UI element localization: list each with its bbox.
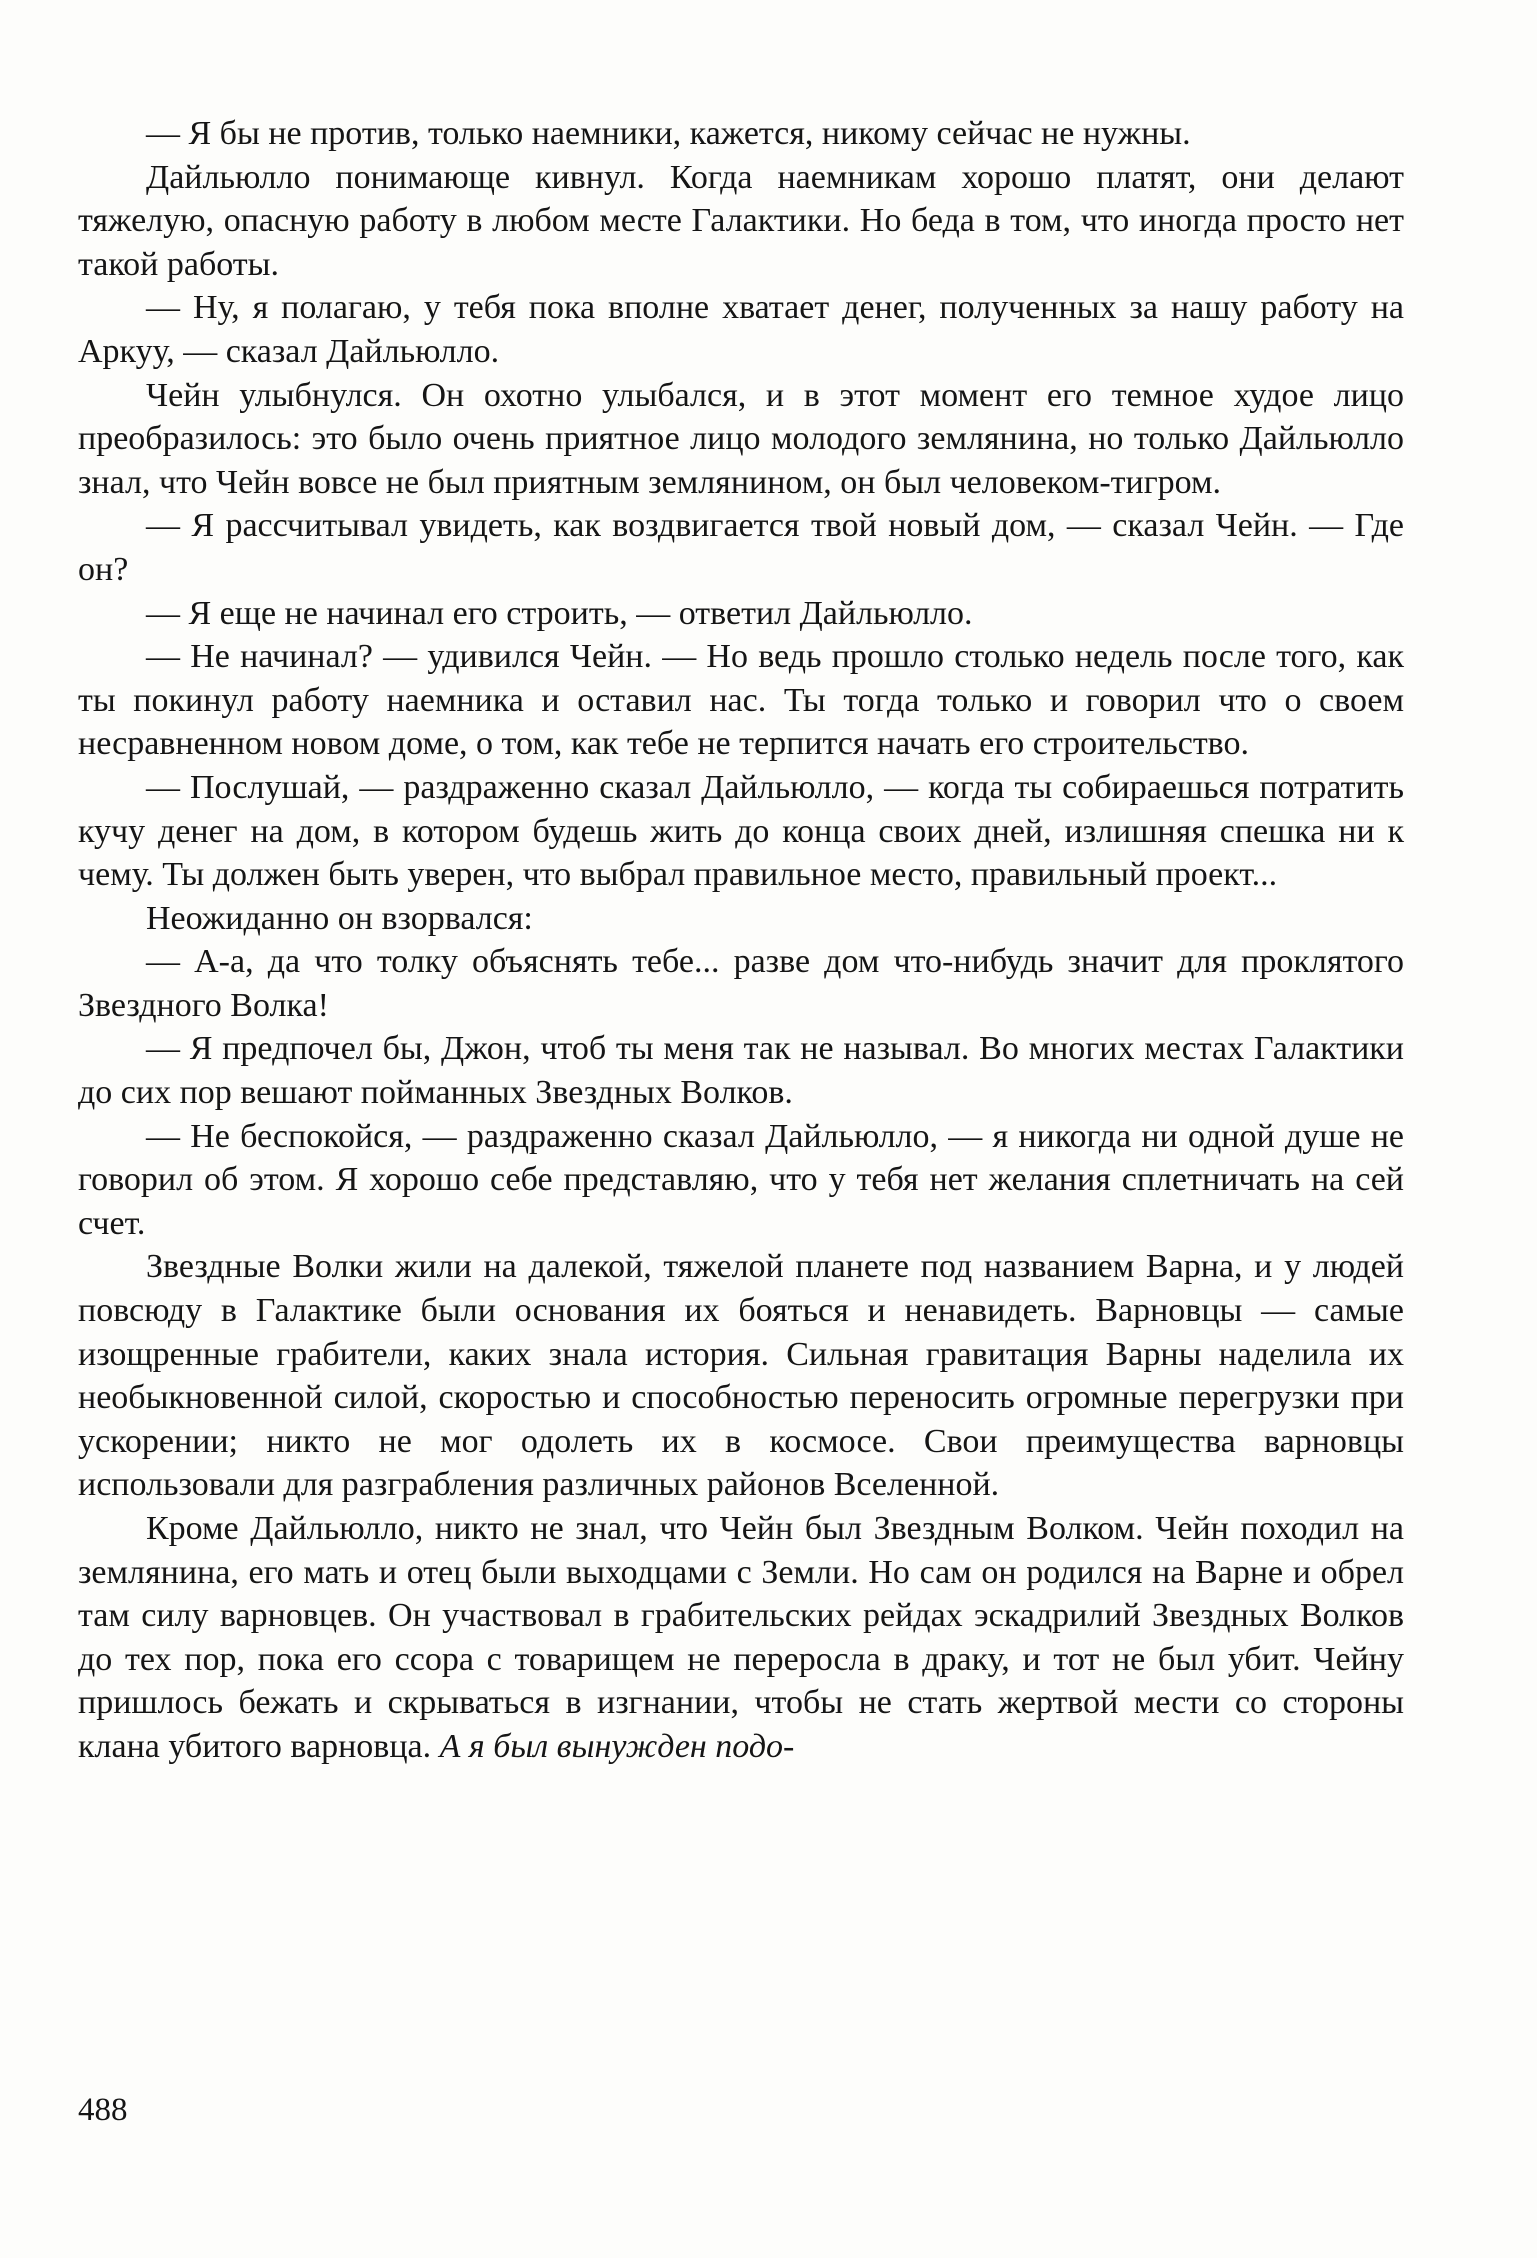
paragraph-3: — Ну, я полагаю, у тебя пока вполне хватает денег, полученных за нашу работу на Аркуу, — сказал Дайльюлло. bbox=[78, 289, 1404, 370]
paragraph-8: — Послушай, — раздраженно сказал Дайльюлло, — когда ты собираешься потратить кучу денег на дом, в котором будешь жить до конца своих дней, излишняя спешка ни к чему. Ты должен быть уверен, что выбрал правильное место, правильный проект... bbox=[78, 768, 1404, 894]
paragraph-14 bbox=[78, 1507, 1404, 1769]
paragraph-4: Чейн улыбнулся. Он охотно улыбался, и в этот момент его темное худое лицо преобразилось: это было очень приятное лицо молодого землянина, но только Дайльюлло знал, что Чейн вовсе не был приятным землянином, он был человеком-тигром. bbox=[78, 376, 1404, 501]
paragraph-12: — Не беспокойся, — раздраженно сказал Дайльюлло, — я никогда ни одной душе не говорил об этом. Я хорошо себе представляю, что у тебя нет желания сплетничать на сей счет. bbox=[78, 1117, 1404, 1242]
italic-continuation: А я был вынужден подо- bbox=[439, 1727, 795, 1765]
paragraph-7: — Не начинал? — удивился Чейн. — Но ведь прошло столько недель после того, как ты покинул работу наемника и оставил нас. Ты тогда только и говорил что о своем несравненном новом доме, о том, как тебе не терпится начать его строительство. bbox=[78, 638, 1404, 763]
paragraph-11: — Я предпочел бы, Джон, чтоб ты меня так не называл. Во многих местах Галактики до сих пор вешают пойманных Звездных Волков. bbox=[78, 1030, 1404, 1112]
paragraph-13: Звездные Волки жили на далекой, тяжелой планете под названием Варна, и у людей повсюду в Галактике были основания их бояться и ненавидеть. Варновцы — самые изощренные грабители, каких знала история. Сильная гравитация Варны наделила их необыкновенной силой, скоростью и способностью переносить огромные перегрузки при ускорении; никто не мог одолеть их в космосе. Свои преимущества варновцы использовали для разграбления различных районов Вселенной. bbox=[78, 1248, 1404, 1504]
paragraph-10: — А-а, да что толку объяснять тебе... разве дом что-нибудь значит для проклятого Звездного Волка! bbox=[78, 943, 1404, 1024]
paragraph-6: — Я еще не начинал его строить, — ответил Дайльюлло. bbox=[146, 594, 973, 632]
paragraph-14-text: Кроме Дайльюлло, никто не знал, что Чейн был Звездным Волком. Чейн походил на землянина, его мать и отец были выходцами с Земли. Но сам он родился на Варне и обрел там силу варновцев. Он участвовал в грабительских рейдах эскадрилий Звездных Волков до тех пор, пока его ссора с товарищем не переросла в драку, и тот не был убит. Чейну пришлось бежать и скрываться в изгнании, чтобы не стать жертвой мести со стороны клана убитого варновца. bbox=[78, 1510, 1404, 1765]
paragraph-1: — Я бы не против, только наемники, кажется, никому сейчас не нужны. bbox=[146, 115, 1191, 152]
text-column bbox=[78, 112, 1404, 1769]
page-number: 488 bbox=[78, 2092, 128, 2128]
paragraph-5: — Я рассчитывал увидеть, как воздвигается твой новый дом, — сказал Чейн. — Где он? bbox=[78, 507, 1404, 588]
paragraph-9: Неожиданно он взорвался: bbox=[146, 899, 533, 937]
paragraph-2: Дайльюлло понимающе кивнул. Когда наемникам хорошо платят, они делают тяжелую, опасную работу в любом месте Галактики. Но беда в том, что иногда просто нет такой работы. bbox=[78, 158, 1404, 283]
